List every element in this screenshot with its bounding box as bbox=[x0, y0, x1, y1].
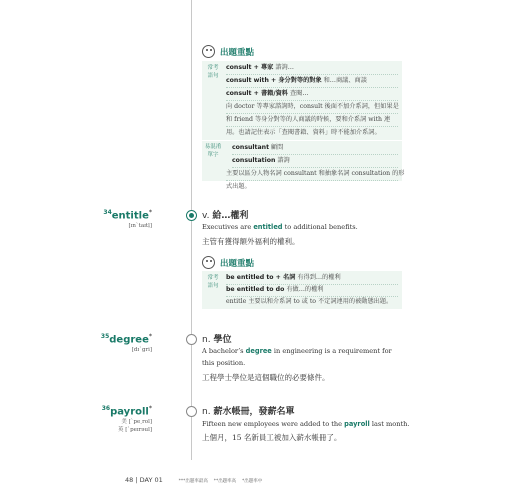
owl-icon bbox=[202, 45, 215, 58]
phonetic: [dɪˋgri] bbox=[131, 347, 152, 353]
phrase-row: consult + 專家 諮詢… bbox=[226, 61, 398, 75]
legend-item: ***出題率最高 bbox=[178, 479, 208, 484]
definition: n. 學位 bbox=[202, 335, 232, 345]
phrase-row: consult with + 身分對等的對象 和…商議、商談 bbox=[226, 74, 398, 88]
phrase-row: be entitled to do 有做…的權利 bbox=[226, 283, 398, 297]
legend-item: *出題率中 bbox=[242, 479, 263, 484]
example-translation: 主管有獲得額外福利的權利。 bbox=[202, 237, 300, 246]
entry-marker bbox=[186, 406, 197, 417]
tip-label-common-phrases: 常考 語句 bbox=[207, 65, 219, 79]
note-line: 向 doctor 等專家諮詢時，consult 後面不加介系詞，但如果是 bbox=[226, 100, 398, 114]
entry-marker bbox=[186, 334, 197, 345]
example-sentence: A bachelor’s degree in engineering is a requirement for this position. bbox=[202, 347, 392, 367]
tip-header bbox=[202, 45, 254, 58]
page-footer bbox=[125, 476, 266, 484]
page-number: 48 | DAY 01 bbox=[125, 476, 163, 484]
phonetic-us: 美 [ˋpeˏrol] bbox=[121, 419, 152, 425]
tip-label-confusing-words: 易混淆 單字 bbox=[204, 144, 222, 158]
phrase-row: be entitled to + 名詞 有得到…的權利 bbox=[226, 271, 398, 285]
headword-entitle: $^{34}$entitle* bbox=[103, 209, 152, 222]
example-sentence: Fifteen new employees were added to the payroll last month. bbox=[202, 420, 410, 428]
phonetic-uk: 英 [ˋpeɪrəul] bbox=[117, 427, 152, 433]
legend-item: **出題率高 bbox=[213, 479, 237, 484]
note-line: 主要以區分人物名詞 consultant 和抽象名詞 consultation 的形 bbox=[226, 167, 398, 181]
note-line: 式出題。 bbox=[226, 183, 251, 190]
entry-marker bbox=[186, 210, 197, 221]
tip-title: 出題重點 bbox=[220, 258, 255, 269]
example-translation: 上個月，15 名新員工被加入薪水帳冊了。 bbox=[202, 433, 342, 442]
owl-icon bbox=[202, 256, 215, 269]
headword-payroll: $^{36}$payroll* bbox=[101, 405, 152, 418]
note-line: 用。也請記住表示「查閱書籍、資料」時不能加介系詞。 bbox=[226, 129, 381, 136]
headword-degree: $^{35}$degree* bbox=[100, 333, 152, 346]
example-sentence: Executives are entitled to additional benefits. bbox=[202, 223, 358, 231]
definition: n. 薪水帳冊，發薪名單 bbox=[202, 407, 295, 417]
confuse-row: consultant 顧問 bbox=[232, 141, 398, 155]
confuse-row: consultation 諮詢 bbox=[232, 154, 398, 168]
tip-header bbox=[202, 256, 254, 269]
phrase-row: consult + 書籍/資料 查閱… bbox=[226, 87, 398, 101]
phonetic: [ɪnˋtaɪtḷ] bbox=[128, 223, 152, 229]
tip-box bbox=[202, 271, 402, 309]
tip-title: 出題重點 bbox=[220, 47, 255, 58]
timeline-line bbox=[191, 0, 192, 460]
definition: v. 給…權利 bbox=[202, 211, 249, 221]
note-line: entitle 主要以和介系詞 to 或 to 不定詞連用的被動態出題。 bbox=[226, 298, 393, 305]
tip-label-common-phrases: 常考 語句 bbox=[207, 275, 219, 289]
tip-box bbox=[202, 61, 405, 190]
example-translation: 工程學士學位是這個職位的必要條件。 bbox=[202, 373, 330, 382]
note-line: 和 friend 等身分對等的人商議的時候，要和介系詞 with 連 bbox=[226, 113, 398, 127]
